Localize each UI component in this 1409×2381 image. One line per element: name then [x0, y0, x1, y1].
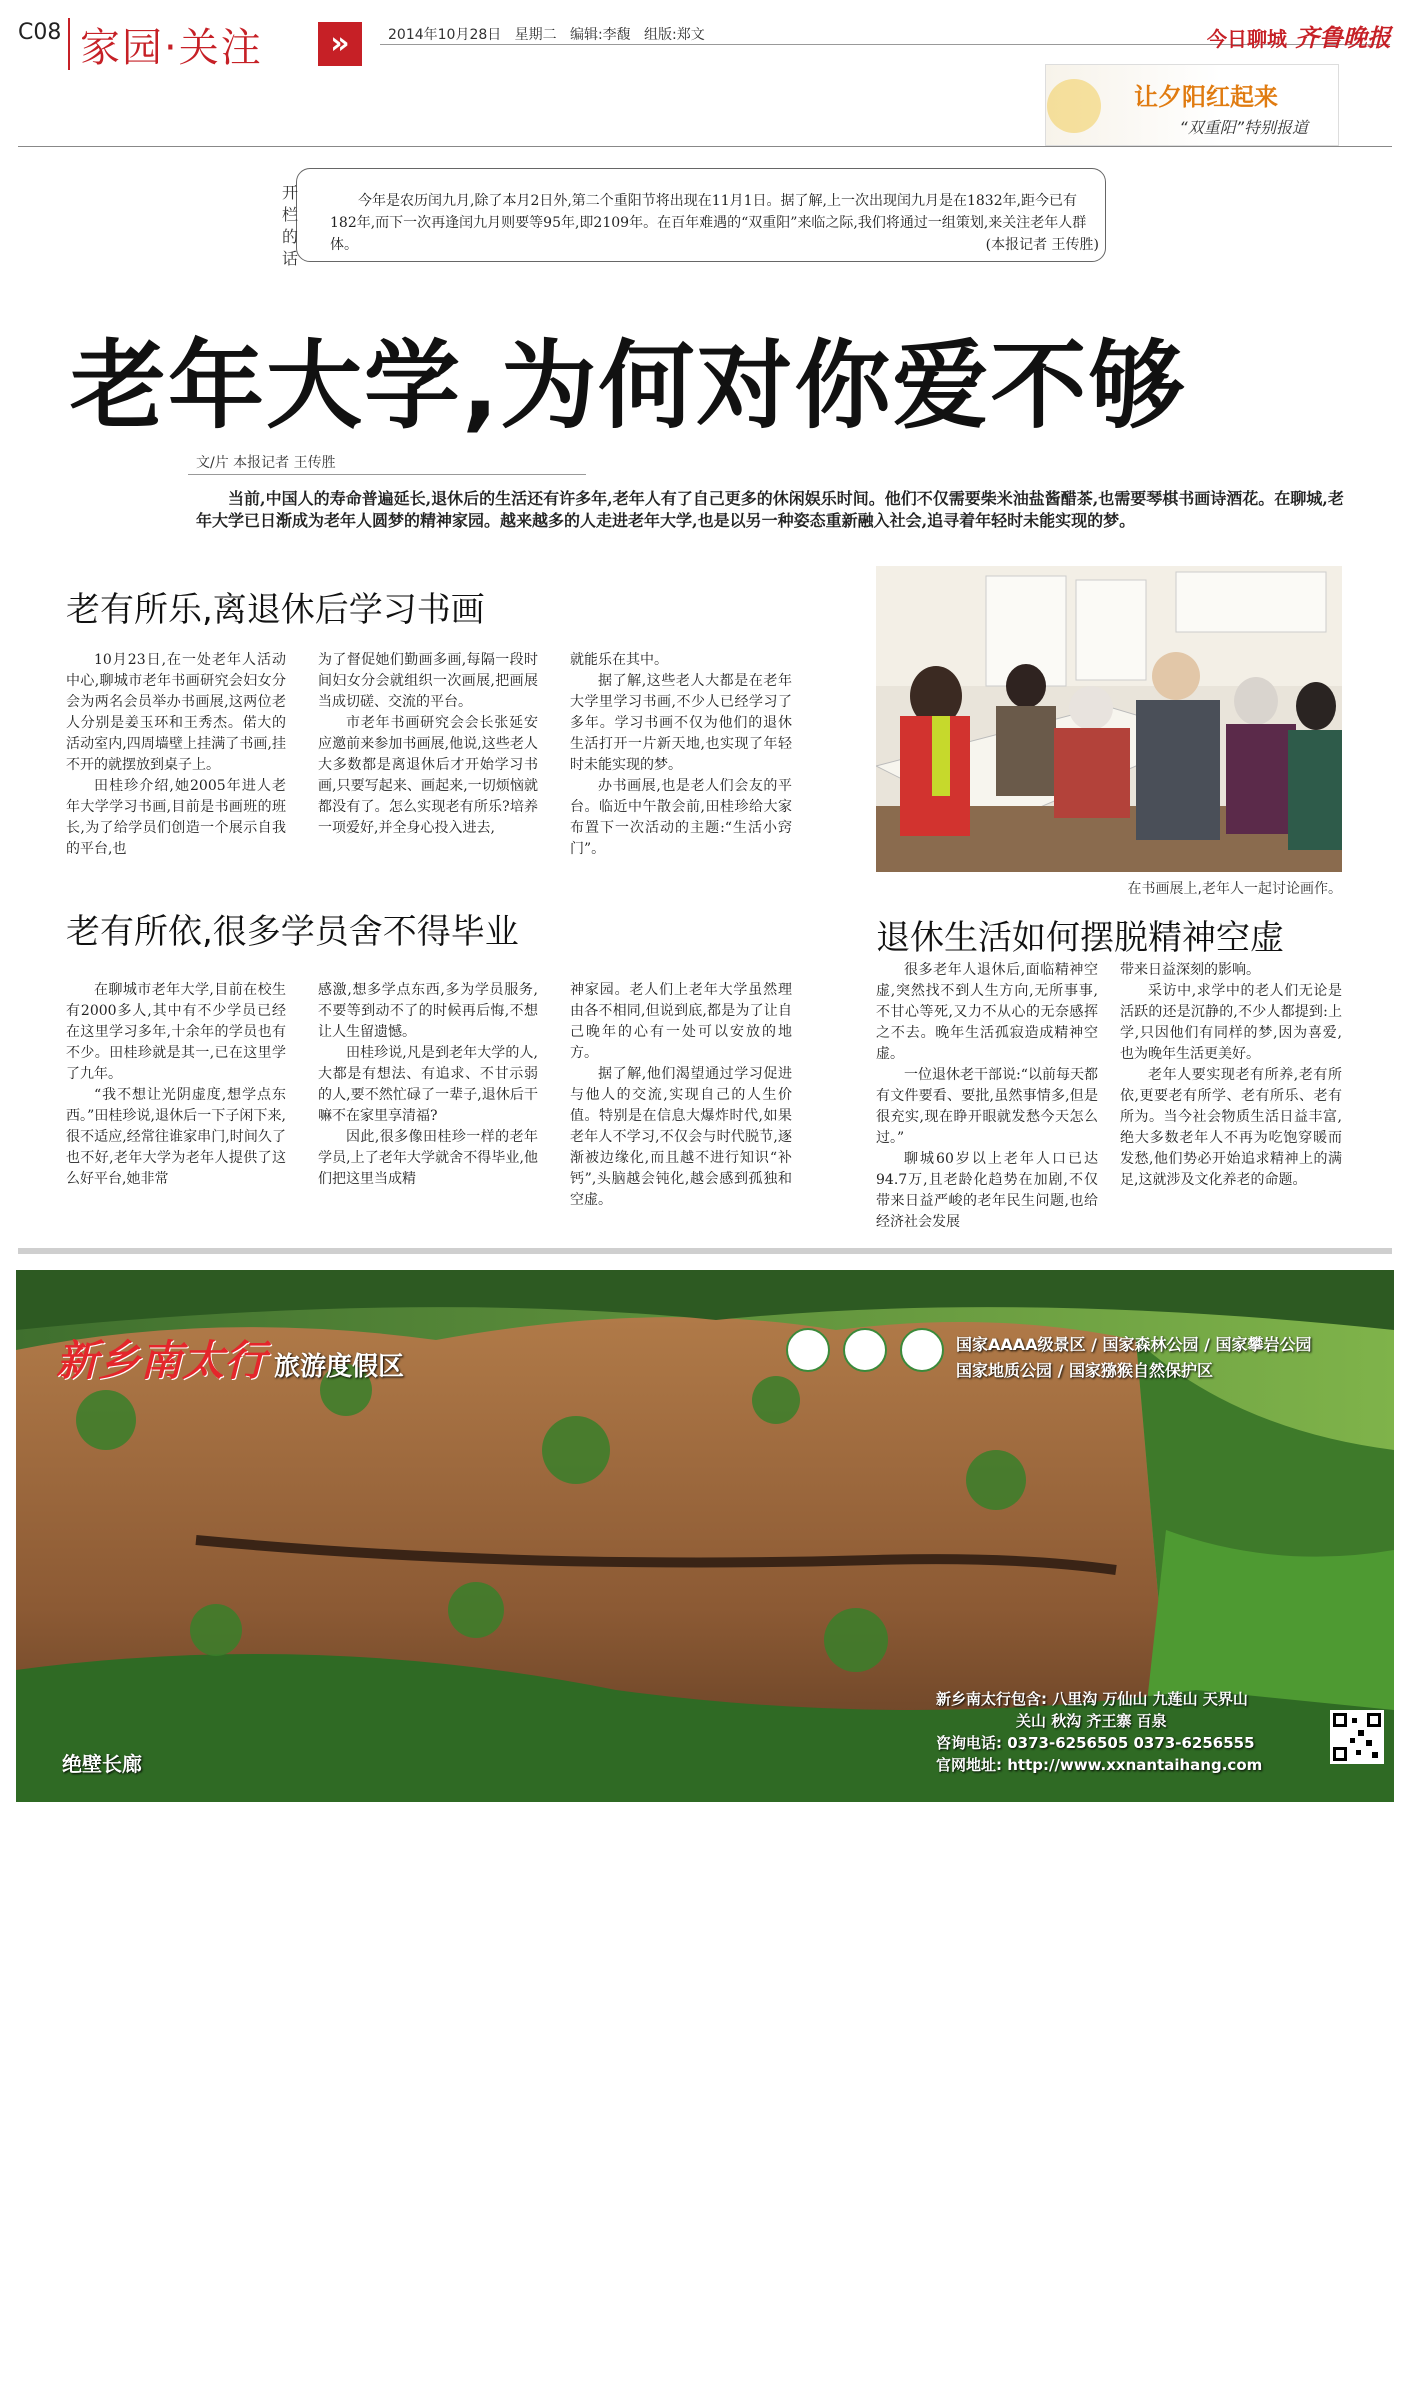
paragraph: 一位退休老干部说:“以前每天都有文件要看、要批,虽然事情多,但是很充实,现在睁开眼就发愁今天怎么过。” [876, 1067, 1098, 1146]
sec1-column-1 [66, 650, 286, 860]
banner-subtitle: “双重阳”特别报道 [1179, 118, 1308, 137]
paragraph: 田桂珍介绍,她2005年进人老年大学学习书画,目前是书画班的班长,为了给学员们创造一个展示自我的平台,也 [66, 778, 286, 857]
article-byline: 文/片 本报记者 王传胜 [196, 455, 336, 471]
paragraph: 据了解,这些老人大都是在老年大学里学习书画,不少人已经学习了多年。学习书画不仅为他们的退休生活打开一片新天地,也实现了年轻时未能实现的梦。 [570, 673, 792, 773]
info-line: 官网地址: http://www.xxnantaihang.com [936, 1756, 1263, 1774]
certification-badges [786, 1328, 952, 1376]
paragraph: 很多老年人退休后,面临精神空虚,突然找不到人生方向,无所事事,不甘心等死,又力不从心的无奈感挥之不去。晚年生活孤寂造成精神空虚。 [876, 962, 1098, 1062]
column-intro-text: 今年是农历闰九月,除了本月2日外,第二个重阳节将出现在11月1日。据了解,上一次出现闰九月是在1832年,距今已有182年,而下一次再逢闰九月则要等95年,即2109年。在百年难遇的“双重阳”来临之际,我们将通过一组策划,来关注老年人群体。 [330, 193, 1087, 253]
article-lead: 当前,中国人的寿命普遍延长,退休后的生活还有许多年,老年人有了自己更多的休闲娱乐时间。他们不仅需要柴米油盐酱醋茶,也需要琴棋书画诗酒花。在聊城,老年大学已日渐成为老年人圆梦的精神家园。越来越多的人走进老年大学,也是以另一种姿态重新融入社会,追寻着年轻时未能实现的梦。 [196, 489, 1344, 530]
sec2-column-2 [318, 980, 538, 1190]
photo-caption: 在书画展上,老年人一起讨论画作。 [1127, 881, 1342, 897]
paragraph: 市老年书画研究会会长张延安应邀前来参加书画展,他说,这些老人大多数都是离退休后才开始学习书画,只要写起来、画起来,一切烦恼就都没有了。怎么实现老有所乐?培养一项爱好,并全身心投入进去, [318, 715, 538, 836]
geopark-badge-icon [900, 1328, 944, 1372]
paragraph: 办书画展,也是老人们会友的平台。临近中午散会前,田桂珍给大家布置下一次活动的主题:“生活小窍门”。 [570, 778, 792, 857]
top-rule [18, 146, 1392, 147]
paragraph: 据了解,他们渴望通过学习促进与他人的交流,实现自己的人生价值。特别是在信息大爆炸时代,如果老年人不学习,不仅会与时代脱节,逐渐被边缘化,而且越不进行知识“补钙”,头脑越会钝化,越会感到孤独和空虚。 [570, 1066, 792, 1208]
column-intro-label: 开栏的话 [282, 183, 299, 268]
issue-meta: 2014年10月28日 星期二 编辑:李馥 组版:郑文 [388, 27, 705, 43]
info-line: 咨询电话: 0373-6256505 0373-6256555 [936, 1734, 1255, 1752]
paragraph: “我不想让光阴虚度,想学点东西。”田桂珍说,退休后一下子闲下来,很不适应,经常往谁家串门,时间久了也不好,老年大学为老年人提供了这么好平台,她非常 [66, 1087, 286, 1187]
qr-code-icon [1330, 1710, 1384, 1764]
ad-divider [18, 1248, 1392, 1254]
honors-line: 国家地质公园 / 国家猕猴自然保护区 [956, 1361, 1213, 1380]
sun-decoration [1047, 79, 1101, 133]
info-line: 关山 秋沟 齐王寨 百泉 [1016, 1712, 1167, 1730]
photo-illustration [876, 566, 1342, 872]
paragraph: 老年人要实现老有所养,老有所依,更要老有所学、老有所乐、老有所为。当今社会物质生活日益丰富,绝大多数老年人不再为吃饱穿暖而发愁,他们势必开始追求精神上的满足,这就涉及文化养老的命题。 [1120, 1067, 1342, 1188]
sec3-column-1 [876, 960, 1098, 1233]
paper-name: 齐鲁晚报 [1295, 24, 1391, 52]
subheading-3: 退休生活如何摆脱精神空虚 [876, 918, 1284, 958]
subheading-2: 老有所依,很多学员舍不得毕业 [66, 912, 519, 952]
paragraph: 10月23日,在一处老年人活动中心,聊城市老年书画研究会妇女分会为两名会员举办书画展,这两位老人分别是姜玉环和王秀杰。偌大的活动室内,四周墙壁上挂满了书画,挂不开的就摆放到桌子上。 [66, 652, 286, 773]
banner-title: 让夕阳红起来 [1134, 83, 1278, 111]
ad-contact-info [936, 1688, 1262, 1776]
news-photo [876, 566, 1342, 872]
sec2-column-1 [66, 980, 286, 1190]
section-title: 家园·关注 [80, 25, 263, 71]
brand-subtitle: 旅游度假区 [274, 1352, 405, 1382]
double-chevron-icon: » [318, 22, 362, 66]
paragraph: 感激,想多学点东西,多为学员服务,不要等到动不了的时候再后悔,不想让人生留遗憾。 [318, 982, 538, 1040]
page-number: C08 [18, 20, 62, 45]
byline-rule [188, 474, 586, 475]
headline: 老年大学,为何对你爱不够 [70, 330, 1187, 442]
paragraph: 田桂珍说,凡是到老年大学的人,大都是有想法、有追求、不甘示弱的人,要不然忙碌了一辈子,退休后干嘛不在家里享清福? [318, 1045, 538, 1124]
paper-masthead [1207, 18, 1391, 53]
ad-brand [56, 1328, 404, 1388]
sec2-column-3 [570, 980, 792, 1211]
header-separator [68, 18, 70, 70]
sec1-column-2 [318, 650, 538, 839]
paragraph: 带来日益深刻的影响。 [1120, 962, 1260, 978]
brand-name: 新乡南太行 [56, 1336, 267, 1385]
aaaa-badge-icon [786, 1328, 830, 1372]
forest-park-badge-icon [843, 1328, 887, 1372]
subheading-1: 老有所乐,离退休后学习书画 [66, 590, 485, 630]
ad-honors [956, 1332, 1312, 1384]
tourism-advertisement [16, 1270, 1394, 1802]
paragraph: 为了督促她们勤画多画,每隔一段时间妇女分会就组织一次画展,把画展当成切磋、交流的平台。 [318, 652, 538, 710]
sec3-column-2 [1120, 960, 1342, 1191]
special-report-banner [1045, 64, 1339, 146]
paragraph: 因此,很多像田桂珍一样的老年学员,上了老年大学就舍不得毕业,他们把这里当成精 [318, 1129, 538, 1187]
ad-caption: 绝壁长廊 [62, 1752, 142, 1776]
paragraph: 神家园。老人们上老年大学虽然理由各不相同,但说到底,都是为了让自己晚年的心有一处可以安放的地方。 [570, 982, 792, 1061]
sec1-column-3 [570, 650, 792, 860]
paragraph: 就能乐在其中。 [570, 652, 668, 668]
paragraph: 采访中,求学中的老人们无论是活跃的还是沉静的,不少人都提到:上学,只因他们有同样的梦,因为喜爱,也为晚年生活更美好。 [1120, 983, 1342, 1062]
paragraph: 在聊城市老年大学,目前在校生有2000多人,其中有不少学员已经在这里学习多年,十余年的学员也有不少。田桂珍就是其一,已在这里学了九年。 [66, 982, 286, 1082]
paragraph: 聊城60岁以上老年人口已达94.7万,且老龄化趋势在加剧,不仅带来日益严峻的老年民生问题,也给经济社会发展 [876, 1151, 1098, 1230]
city-label: 今日聊城 [1207, 27, 1287, 51]
column-intro-byline: (本报记者 王传胜) [985, 237, 1099, 253]
honors-line: 国家AAAA级景区 / 国家森林公园 / 国家攀岩公园 [956, 1335, 1312, 1354]
info-line: 新乡南太行包含: 八里沟 万仙山 九莲山 天界山 [936, 1690, 1248, 1708]
